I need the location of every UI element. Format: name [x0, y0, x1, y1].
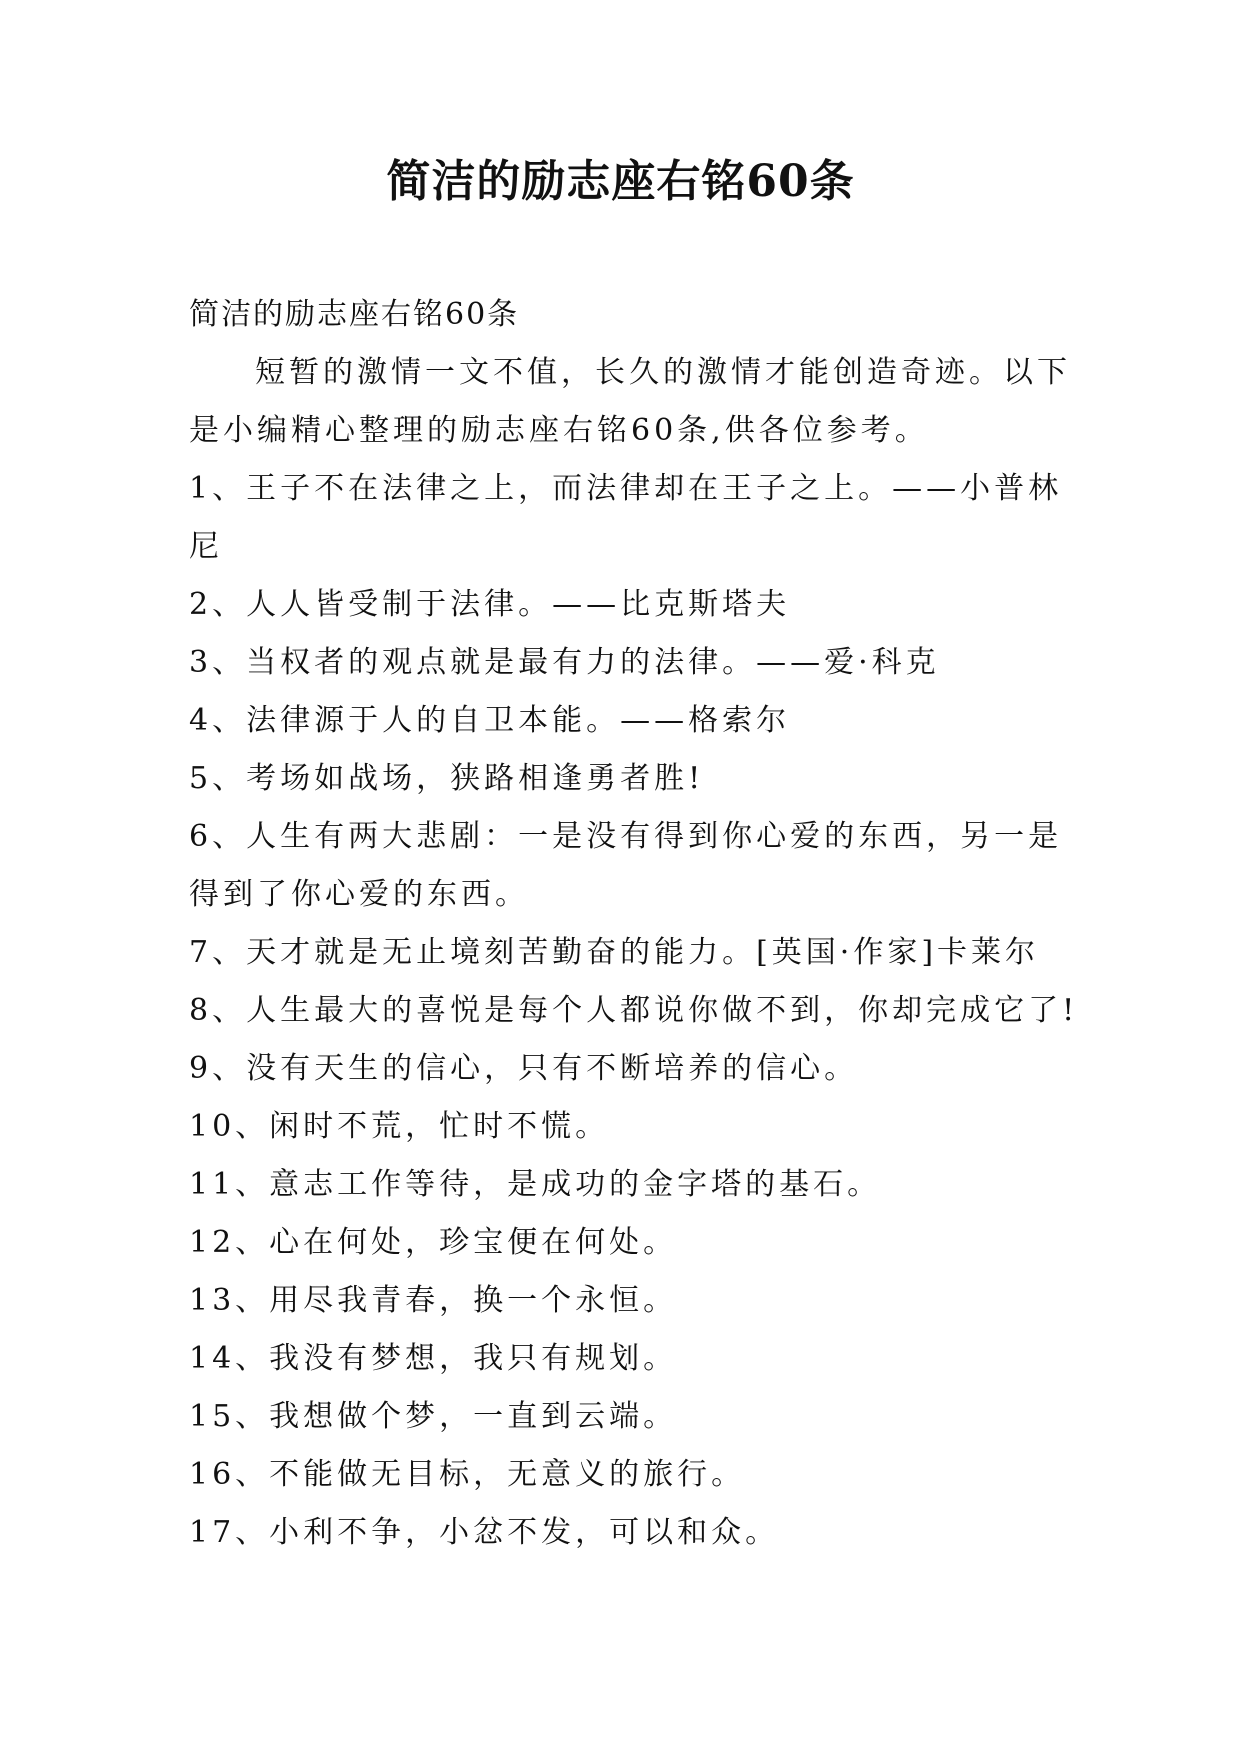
document-body — [189, 286, 1079, 1562]
intro-paragraph: 短暂的激情一文不值，长久的激情才能创造奇迹。以下是小编精心整理的励志座右铭60条,供各位参考。 — [189, 355, 1071, 448]
quote-item: 10、闲时不荒，忙时不慌。 — [189, 1109, 610, 1144]
quote-item: 2、人人皆受制于法律。——比克斯塔夫 — [189, 587, 791, 622]
quote-item: 4、法律源于人的自卫本能。——格索尔 — [189, 703, 791, 738]
quote-item: 6、人生有两大悲剧：一是没有得到你心爱的东西，另一是得到了你心爱的东西。 — [189, 819, 1063, 912]
quote-item: 9、没有天生的信心，只有不断培养的信心。 — [189, 1051, 859, 1086]
quote-item: 12、心在何处，珍宝便在何处。 — [189, 1225, 678, 1260]
quote-item: 8、人生最大的喜悦是每个人都说你做不到，你却完成它了! — [189, 993, 1079, 1028]
quote-item: 13、用尽我青春，换一个永恒。 — [189, 1283, 678, 1318]
quote-item: 11、意志工作等待，是成功的金字塔的基石。 — [189, 1167, 882, 1202]
document-title: 简洁的励志座右铭60条 — [386, 156, 855, 207]
quote-item: 5、考场如战场，狭路相逢勇者胜! — [189, 761, 705, 796]
quote-item: 14、我没有梦想，我只有规划。 — [189, 1341, 678, 1376]
quote-item: 7、天才就是无止境刻苦勤奋的能力。[英国·作家]卡莱尔 — [189, 935, 1040, 970]
quote-item: 16、不能做无目标，无意义的旅行。 — [189, 1457, 746, 1492]
quote-item: 15、我想做个梦，一直到云端。 — [189, 1399, 678, 1434]
quote-item: 3、当权者的观点就是最有力的法律。——爱·科克 — [189, 645, 940, 680]
document-subtitle: 简洁的励志座右铭60条 — [189, 297, 520, 332]
quote-item: 1、王子不在法律之上，而法律却在王子之上。——小普林尼 — [189, 471, 1063, 564]
quote-item: 17、小利不争，小忿不发，可以和众。 — [189, 1515, 780, 1550]
